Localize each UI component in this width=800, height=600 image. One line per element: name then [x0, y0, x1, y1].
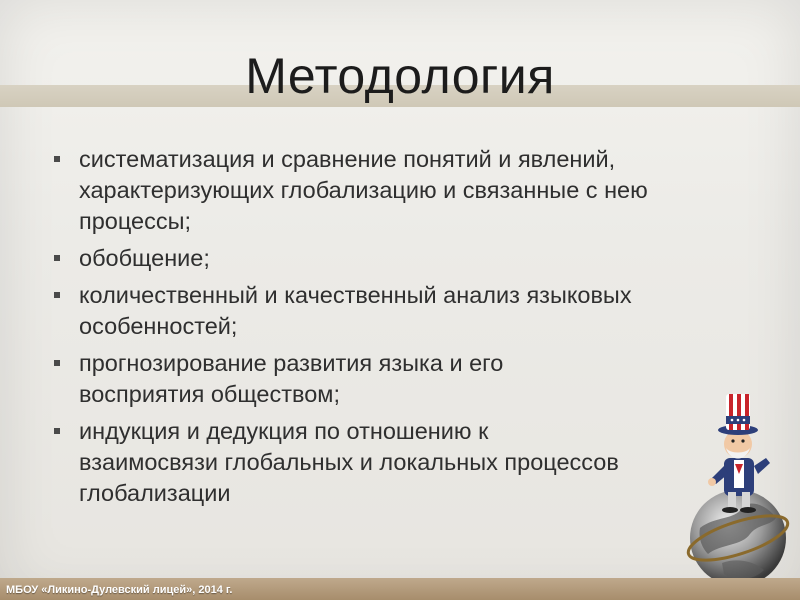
bullet-list [54, 144, 754, 515]
square-bullet-icon [54, 156, 60, 162]
bullet-item [54, 348, 619, 410]
bullet-item [54, 144, 754, 237]
bullet-text: количественный и качественный анализ языковых особенностей; [79, 282, 632, 339]
footer-text: МБОУ «Ликино-Дулевский лицей», 2014 г. [6, 584, 233, 596]
bullet-item [54, 243, 754, 274]
bullet-text: обобщение; [79, 245, 210, 271]
square-bullet-icon [54, 255, 60, 261]
bullet-item [54, 280, 754, 342]
square-bullet-icon [54, 292, 60, 298]
bullet-text: индукция и дедукция по отношению к взаимосвязи глобальных и локальных процессов глобализации [79, 418, 619, 506]
bullet-text: прогнозирование развития языка и его восприятия обществом; [79, 350, 504, 407]
uncle-sam-on-globe-icon [680, 388, 795, 593]
square-bullet-icon [54, 360, 60, 366]
bullet-item [54, 416, 619, 509]
square-bullet-icon [54, 428, 60, 434]
slide-title: Методология [245, 48, 555, 104]
bullet-text: систематизация и сравнение понятий и явлений, характеризующих глобализацию и связанные с нею процессы; [79, 146, 648, 234]
